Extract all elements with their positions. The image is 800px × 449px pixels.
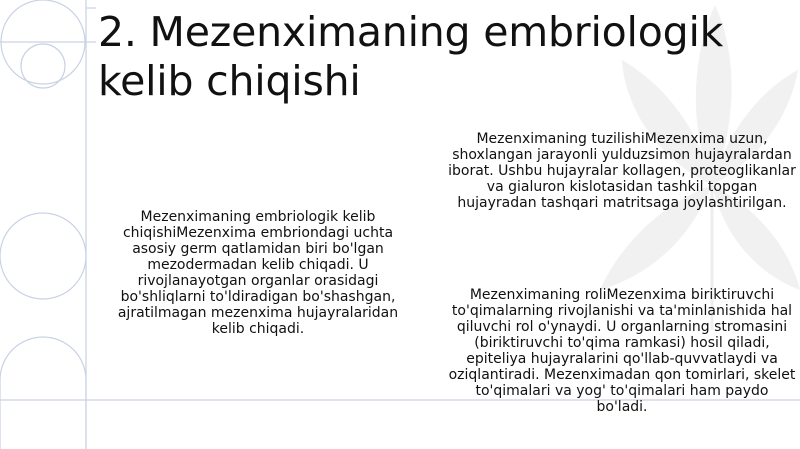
deco-arch: [0, 337, 86, 449]
deco-circle-bottom: [0, 213, 86, 299]
deco-circle-top-inner: [21, 44, 65, 88]
structure-paragraph: Mezenximaning tuzilishiMezenxima uzun, shoxlangan jarayonli yulduzsimon hujayralardan iborat. Ushbu hujayralar kollagen, proteoglikanlar va gialuron kislotasidan tashkil topgan hujayradan tashqari matritsaga joylashtirilgan.: [448, 131, 796, 211]
slide-title: 2. Mezenximaning embriologik kelib chiqishi: [98, 8, 724, 105]
embryological-origin-paragraph: Mezenximaning embriologik kelib chiqishiMezenxima embriondagi uchta asosiy germ qatlamidan biri bo'lgan mezodermadan kelib chiqadi. U rivojlanayotgan organlar orasidagi bo'shliqlarni to'ldiradigan bo'shashgan, ajratilmagan mezenxima hujayralaridan kelib chiqadi.: [117, 209, 399, 337]
role-paragraph: Mezenximaning roliMezenxima biriktiruvchi to'qimalarning rivojlanishi va ta'minlanishida hal qiluvchi rol o'ynaydi. U organlarning stromasini (biriktiruvchi to'qima ramkasi) hosil qiladi, epiteliya hujayralarini qo'llab-quvvatlaydi va oziqlantiradi. Mezenximadan qon tomirlari, skelet to'qimalari va yog' to'qimalari ham paydo bo'ladi.: [448, 287, 796, 415]
